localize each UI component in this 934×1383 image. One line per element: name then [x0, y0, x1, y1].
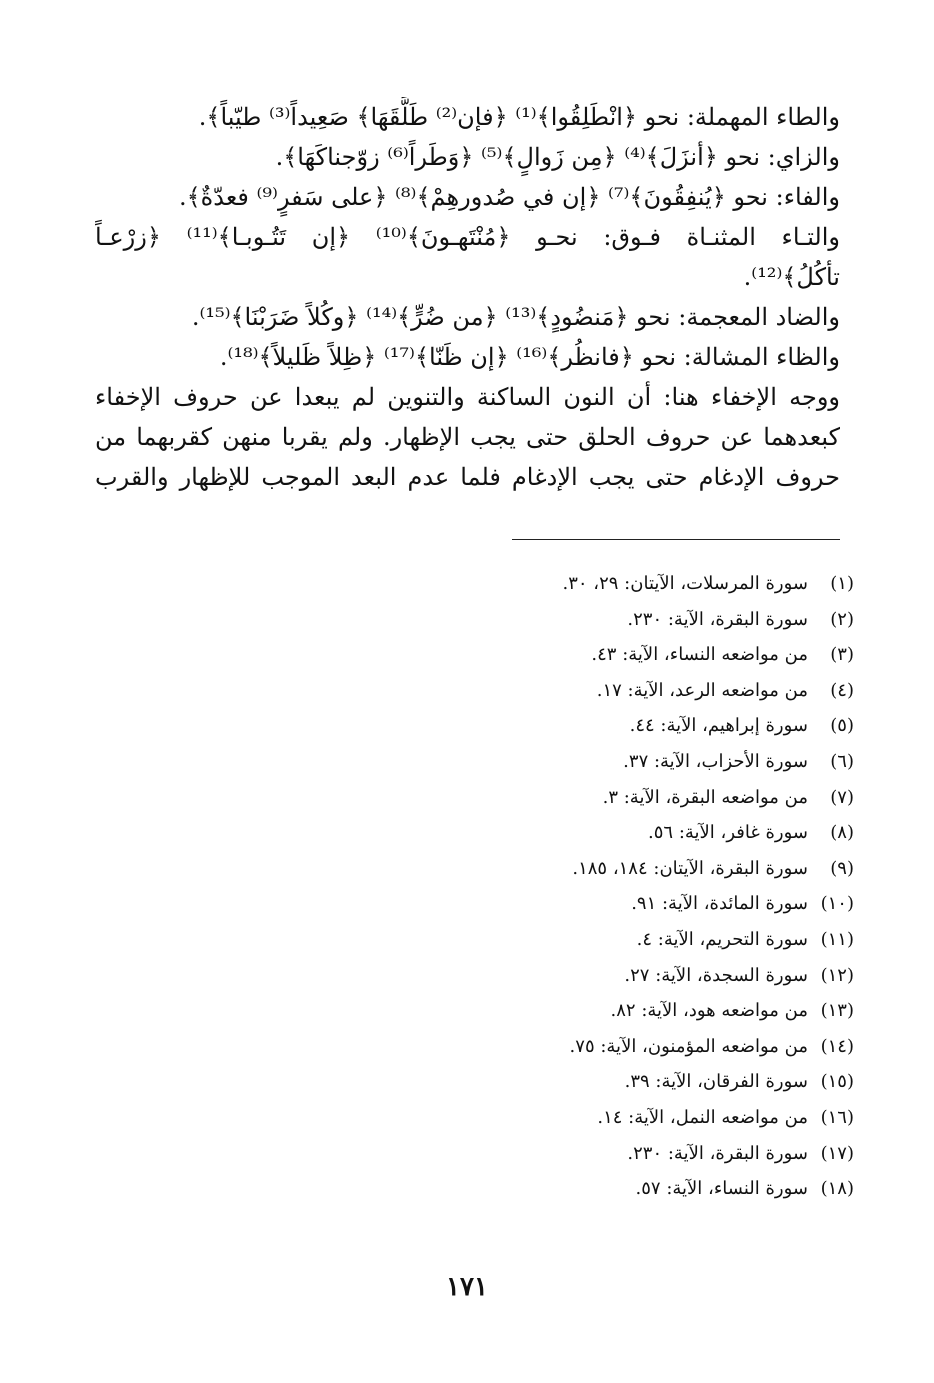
footnote-text: سورة المرسلات، الآيتان: ٢٩، ٣٠. — [562, 573, 808, 594]
footnote-number: (٧) — [830, 786, 854, 808]
footnote-number: (١٣) — [820, 1000, 854, 1022]
footnote — [354, 922, 854, 958]
footnote-text: سورة النساء، الآية: ٥٧. — [635, 1178, 808, 1200]
text-line: والطاء المهملة: نحو ﴿انْطَلِقُوا﴾⁽¹⁾ ﴿فإن⁽²⁾ طَلَّقَهَا﴾ صَعِيداً⁽³⁾ طيّباً﴾. — [198, 103, 840, 131]
footnote-text: سورة الفرقان، الآية: ٣٩. — [624, 1071, 808, 1093]
footnote-number: (٩) — [830, 857, 854, 879]
footnote-text: من مواضعه هود، الآية: ٨٢. — [610, 1000, 808, 1022]
footnote-text: من مواضعه النمل، الآية: ١٤. — [597, 1106, 808, 1128]
text-line: كبعدهما عن حروف الحلق حتى يجب الإظهار. ولم يقربا منهن كقربهما من — [95, 423, 840, 451]
footnote — [354, 708, 854, 744]
text-line: والزاي: نحو ﴿أنزَلَ﴾⁽⁴⁾ ﴿مِن زَوالٍ﴾⁽⁵⁾ ﴿وَطَراً⁽⁶⁾ زوّجناكَهَا﴾. — [275, 143, 840, 171]
footnote-text: سورة السجدة، الآية: ٢٧. — [624, 964, 808, 986]
text-line: والتـاء المثنـاة فـوق: نحـو ﴿مُنْتَهـونَ﴾⁽¹⁰⁾ ﴿إن تَتُـوبـا﴾⁽¹¹⁾ ﴿زرْعـاً — [95, 223, 840, 251]
main-text — [95, 97, 840, 497]
footnote — [354, 815, 854, 851]
footnote-text: سورة إبراهيم، الآية: ٤٤. — [629, 715, 808, 737]
footnote — [354, 886, 854, 922]
text-line: والضاد المعجمة: نحو ﴿مَنضُودٍ﴾⁽¹³⁾ ﴿من ضُرٍّ﴾⁽¹⁴⁾ ﴿وكُلاً ضَرَبْنَا﴾⁽¹⁵⁾. — [191, 303, 840, 331]
footnote-number: (١٥) — [820, 1071, 854, 1093]
footnote-number: (٦) — [830, 750, 854, 772]
footnote-text: سورة البقرة، الآية: ٢٣٠. — [627, 608, 808, 630]
footnotes-list — [354, 566, 854, 1207]
footnote — [354, 1029, 854, 1065]
footnote-number: (١٤) — [820, 1035, 854, 1057]
footnote-text: سورة التحريم، الآية: ٤. — [636, 928, 808, 950]
footnote-text: سورة الأحزاب، الآية: ٣٧. — [623, 750, 808, 772]
footnote-number: (١١) — [820, 928, 854, 950]
footnote-number: (٥) — [830, 715, 854, 737]
footnote-number: (١٨) — [820, 1178, 854, 1200]
footnote — [354, 851, 854, 887]
footnote-text: سورة البقرة، الآية: ٢٣٠. — [627, 1142, 808, 1164]
footnote-number: (٨) — [830, 822, 854, 844]
footnote-text: سورة المائدة، الآية: ٩١. — [631, 893, 808, 915]
footnote-divider — [512, 539, 840, 540]
footnote-text: من مواضعه الرعد، الآية: ١٧. — [596, 679, 808, 701]
footnote — [354, 1100, 854, 1136]
text-line: تأكُلُ﴾⁽¹²⁾. — [743, 263, 840, 291]
footnote — [354, 1064, 854, 1100]
footnote-text: سورة غافر، الآية: ٥٦. — [648, 822, 808, 844]
footnote-text: من مواضعه المؤمنون، الآية: ٧٥. — [569, 1035, 808, 1057]
footnote-number: (٣) — [830, 644, 854, 666]
footnote — [354, 637, 854, 673]
footnote-number: (٢) — [830, 608, 854, 630]
text-line: حروف الإدغام حتى يجب الإدغام فلما عدم البعد الموجب للإظهار والقرب — [95, 463, 840, 491]
footnote — [354, 566, 854, 602]
footnote — [354, 602, 854, 638]
footnote — [354, 780, 854, 816]
footnote — [354, 1136, 854, 1172]
footnote-number: (١٦) — [820, 1106, 854, 1128]
footnote-number: (١٧) — [820, 1142, 854, 1164]
footnote-number: (١٢) — [820, 964, 854, 986]
footnote — [354, 673, 854, 709]
footnote-number: (٤) — [830, 679, 854, 701]
text-line: والفاء: نحو ﴿يُنفِقُونَ﴾⁽⁷⁾ ﴿إن في صُدورهِمْ﴾⁽⁸⁾ ﴿على سَفرٍ⁽⁹⁾ فعدّةٌ﴾. — [178, 183, 840, 211]
page-number: ١٧١ — [446, 1272, 488, 1302]
footnote-text: سورة البقرة، الآيتان: ١٨٤، ١٨٥. — [572, 857, 808, 879]
text-line: والظاء المشالة: نحو ﴿فانظُر﴾⁽¹⁶⁾ ﴿إن ظَنّا﴾⁽¹⁷⁾ ﴿ظِلاً ظَليلاً﴾⁽¹⁸⁾. — [219, 343, 840, 371]
footnote — [354, 1171, 854, 1207]
footnote-text: من مواضعه البقرة، الآية: ٣. — [602, 786, 808, 808]
footnote-number: (١) — [830, 573, 854, 594]
footnote — [354, 993, 854, 1029]
footnote — [354, 744, 854, 780]
footnote-number: (١٠) — [820, 893, 854, 915]
footnote — [354, 958, 854, 994]
footnote-text: من مواضعه النساء، الآية: ٤٣. — [591, 644, 808, 666]
text-line: ووجه الإخفاء هنا: أن النون الساكنة والتنوين لم يبعدا عن حروف الإخفاء — [95, 383, 840, 411]
